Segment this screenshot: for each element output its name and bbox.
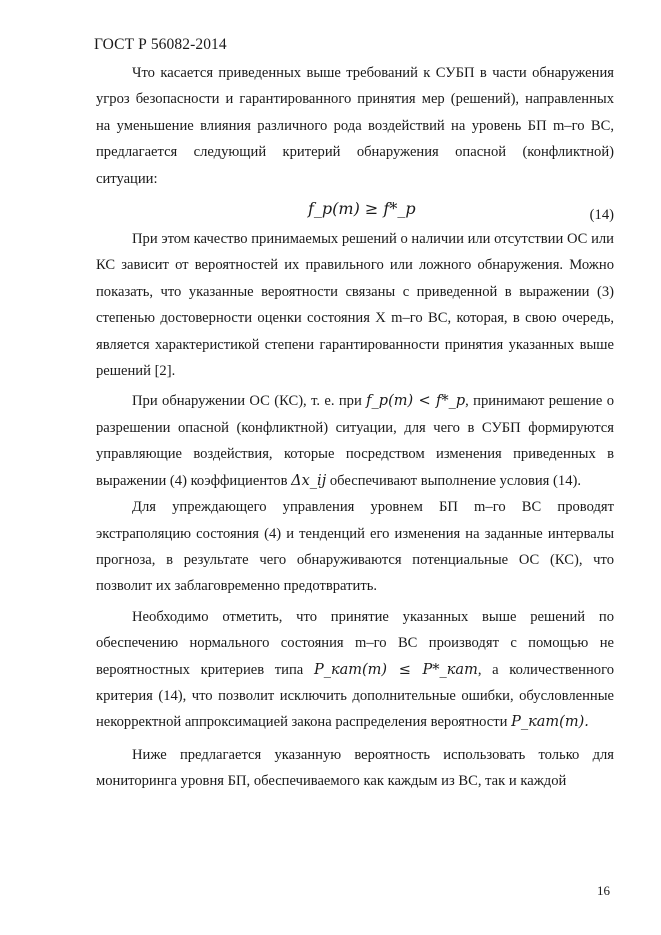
- paragraph-6: Ниже предлагается указанную вероятность использовать только для мониторинга уровня БП, обеспечиваемого как каждым из ВС, так и каждой: [96, 746, 614, 790]
- formula-14-number: (14): [589, 207, 614, 224]
- paragraph-4: Для упреждающего управления уровнем БП m–го ВС проводят экстраполяцию состояния (4) и тенденций его изменения на заданные интервалы прогноза, в результате чего обнаруживаются потенциальные ОС (КС), что позволит их заблаговременно предотвратить.: [96, 499, 614, 595]
- paragraph-3: [96, 388, 614, 494]
- inline-probability-formula: P_кат(m).: [511, 714, 589, 731]
- paragraph-2: При этом качество принимаемых решений о наличии или отсутствии ОС или КС зависит от вероятностей их правильного или ложного обнаружения. Можно показать, что указанные вероятности связаны с приведенной в выражении (3) степенью достоверности оценки состояния X m–го ВС, которая, в свою очередь, является характеристикой степени гарантированности принятия указанных выше решений [2].: [96, 231, 614, 380]
- paragraph-1: Что касается приведенных выше требований к СУБП в части обнаружения угроз безопасности и гарантированного принятия мер (решений), направленных на уменьшение влияния различного рода воздействий на уровень БП m–го ВС, предлагается следующий критерий обнаружения опасной (конфликтной) ситуации:: [96, 65, 614, 187]
- paragraph-3-part-2: , принимают решение о разрешении опасной (конфликтной) ситуации, для чего в СУБП формируются управляющие воздействия, которые посредством изменения приведенных в выражении (4) коэффициентов: [96, 393, 614, 489]
- page-number: 16: [597, 883, 610, 898]
- paragraph-3-part-1: При обнаружении ОС (КС), т. е. при: [132, 393, 362, 410]
- paragraph-5: [96, 604, 614, 736]
- inline-criterion-formula: P_кат(m) ≤ P*_кат: [313, 661, 478, 678]
- paragraph-3-part-3: обеспечивают выполнение условия (14).: [329, 472, 581, 489]
- formula-14-row: [96, 192, 614, 226]
- document-body: [96, 60, 614, 795]
- standard-header: ГОСТ Р 56082-2014: [94, 36, 227, 53]
- paragraph-5-part-1: Необходимо отметить, что принятие указанных выше решений по обеспечению нормального состояния m–го ВС производят с помощью не вероятностных критериев типа: [96, 608, 614, 678]
- inline-condition-formula: f_p(m) < f*_p: [366, 393, 466, 410]
- inline-coefficient-formula: Δx_ij: [291, 472, 327, 489]
- formula-14: f_p(m) ≥ f*_p: [308, 199, 416, 219]
- paragraph-5-part-2: , а количественного критерия (14), что позволит исключить дополнительные ошибки, обусловленные некорректной аппроксимацией закона распределения вероятности: [96, 661, 614, 731]
